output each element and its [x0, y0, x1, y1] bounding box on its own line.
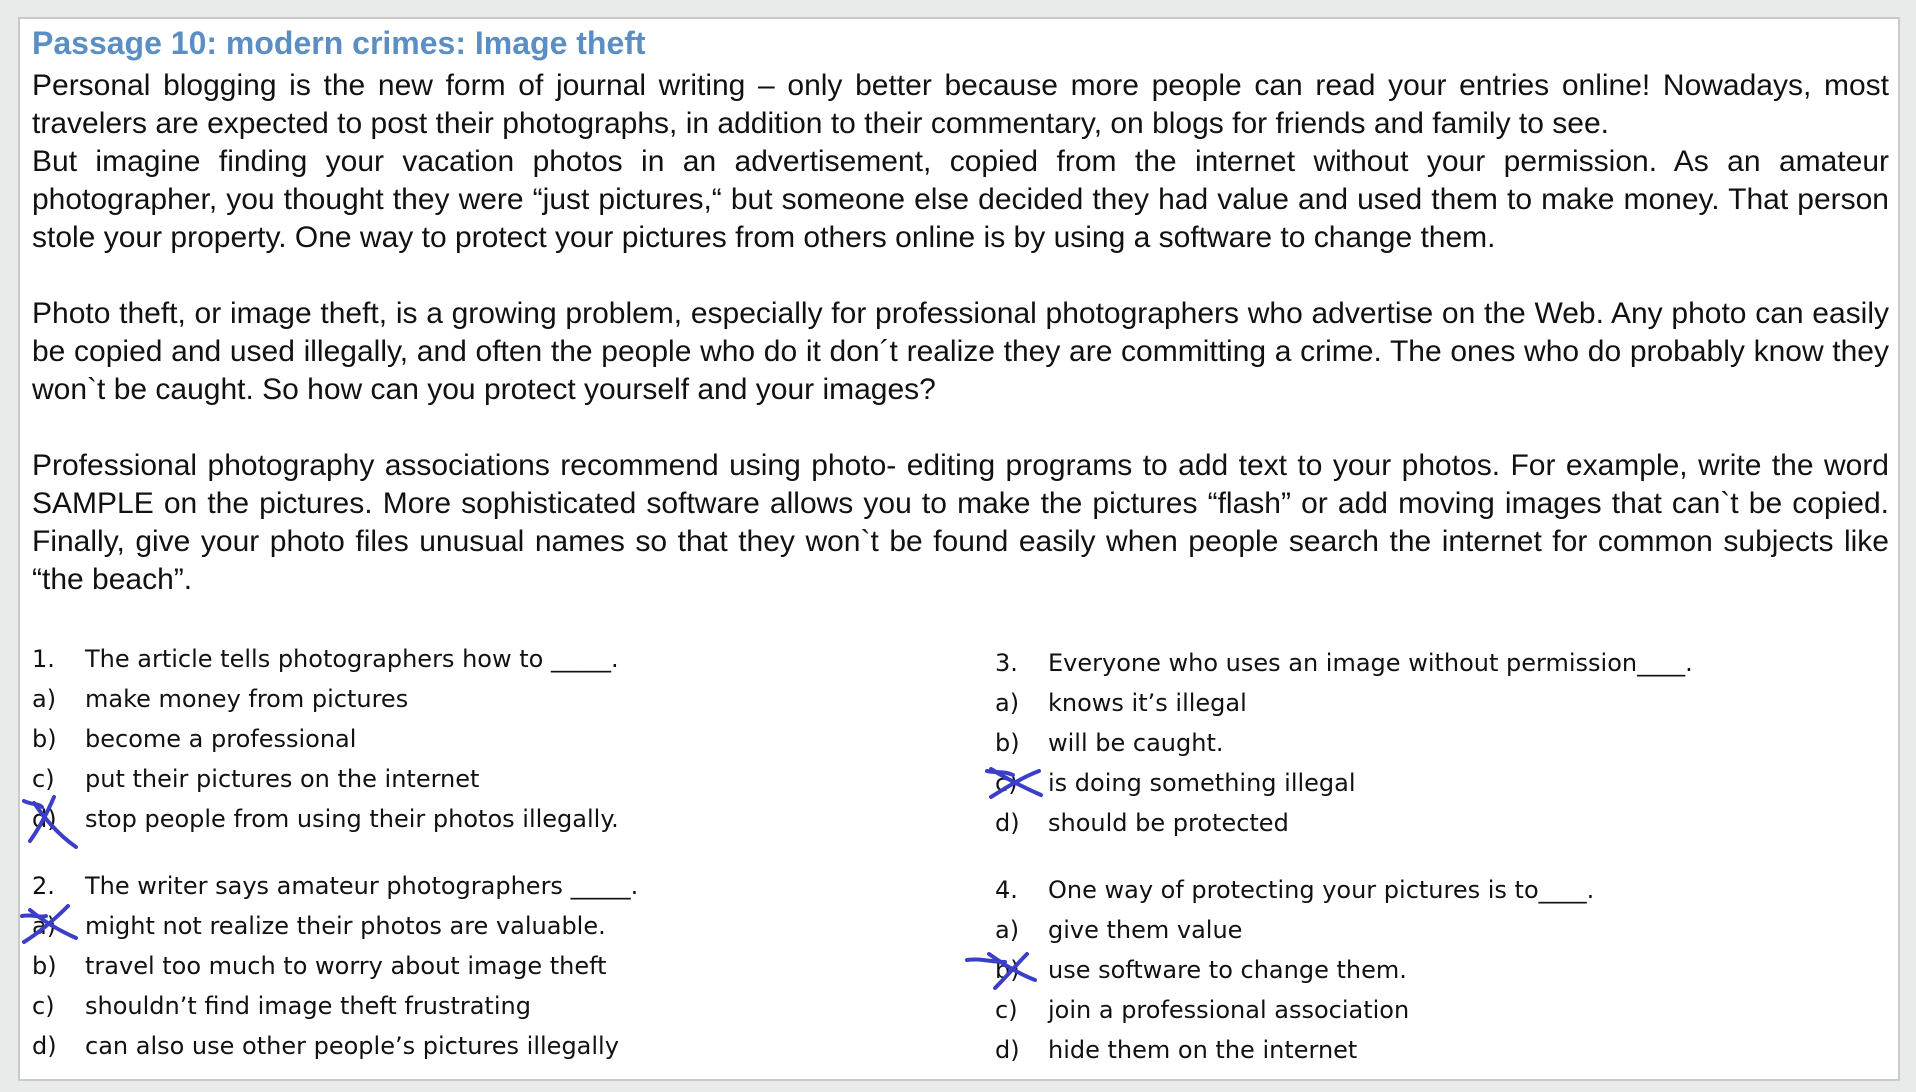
- option-text: knows it’s illegal: [1048, 689, 1247, 717]
- passage-title: Passage 10: modern crimes: Image theft: [32, 25, 646, 61]
- answer-option[interactable]: [995, 723, 1895, 763]
- option-text: give them value: [1048, 916, 1243, 944]
- option-letter: d): [32, 1032, 57, 1060]
- option-letter: c): [32, 765, 55, 793]
- question-line: [32, 639, 932, 679]
- questions-area: [32, 639, 1892, 1079]
- option-letter: d): [32, 805, 57, 833]
- option-letter: c): [32, 992, 55, 1020]
- option-letter: a): [995, 689, 1020, 717]
- question-2: [32, 866, 932, 1066]
- question-4: [995, 870, 1895, 1070]
- option-letter: a): [32, 912, 57, 940]
- option-text: put their pictures on the internet: [85, 765, 480, 793]
- answer-option[interactable]: [32, 1026, 932, 1066]
- option-text: join a professional association: [1048, 996, 1410, 1024]
- answer-option[interactable]: [32, 759, 932, 799]
- option-letter: a): [995, 916, 1020, 944]
- answer-option[interactable]: [32, 719, 932, 759]
- question-1: [32, 639, 932, 839]
- passage-paragraph: Professional photography associations recommend using photo- editing programs to add text to your photos. For example, write the word SAMPLE on the pictures. More sophisticated software allows you to make the pictures “flash” or add moving images that can`t be copied. Finally, give your photo files unusual names so that they won`t be found easily when people search the internet for common subjects like “the beach”.: [32, 449, 1889, 596]
- worksheet-page: [18, 17, 1900, 1081]
- question-number: 1.: [32, 645, 55, 673]
- option-text: will be caught.: [1048, 729, 1224, 757]
- option-letter: b): [995, 729, 1020, 757]
- question-number: 3.: [995, 649, 1018, 677]
- answer-option[interactable]: [32, 986, 932, 1026]
- option-letter: d): [995, 809, 1020, 837]
- answer-option-selected[interactable]: [995, 950, 1895, 990]
- option-letter: c): [995, 996, 1018, 1024]
- questions-column-right: [995, 643, 1895, 1070]
- passage-paragraph: Photo theft, or image theft, is a growing problem, especially for professional photographers who advertise on the Web. Any photo can easily be copied and used illegally, and often the people who do it don´t realize they are committing a crime. The ones who do probably know they won`t be caught. So how can you protect yourself and your images?: [32, 297, 1889, 406]
- option-letter: a): [32, 685, 57, 713]
- question-text: The writer says amateur photographers _____.: [85, 872, 639, 900]
- answer-option-selected[interactable]: [32, 799, 932, 839]
- questions-column-left: [32, 639, 932, 1066]
- answer-option[interactable]: [995, 683, 1895, 723]
- question-text: Everyone who uses an image without permission____.: [1048, 649, 1693, 677]
- option-text: become a professional: [85, 725, 357, 753]
- question-3: [995, 643, 1895, 843]
- option-text: shouldn’t find image theft frustrating: [85, 992, 531, 1020]
- option-text: should be protected: [1048, 809, 1289, 837]
- option-letter: b): [32, 725, 57, 753]
- answer-option[interactable]: [32, 679, 932, 719]
- question-number: 4.: [995, 876, 1018, 904]
- question-line: [32, 866, 932, 906]
- option-text: make money from pictures: [85, 685, 409, 713]
- question-text: One way of protecting your pictures is to____.: [1048, 876, 1595, 904]
- option-text: travel too much to worry about image theft: [85, 952, 607, 980]
- option-letter: b): [995, 956, 1020, 984]
- passage-paragraph: Personal blogging is the new form of journal writing – only better because more people can read your entries online! Nowadays, most travelers are expected to post their photographs, in addition to their commentary, on blogs for friends and family to see.: [32, 69, 1889, 140]
- question-number: 2.: [32, 872, 55, 900]
- option-text: use software to change them.: [1048, 956, 1407, 984]
- passage-paragraph: But imagine finding your vacation photos in an advertisement, copied from the internet without your permission. As an amateur photographer, you thought they were “just pictures,“ but someone else decided they had value and used them to make money. That person stole your property. One way to protect your pictures from others online is by using a software to change them.: [32, 145, 1889, 254]
- passage-body: [32, 67, 1889, 599]
- answer-option-selected[interactable]: [32, 906, 932, 946]
- answer-option[interactable]: [995, 1030, 1895, 1070]
- option-text: hide them on the internet: [1048, 1036, 1358, 1064]
- option-text: is doing something illegal: [1048, 769, 1356, 797]
- answer-option[interactable]: [995, 910, 1895, 950]
- option-text: can also use other people’s pictures illegally: [85, 1032, 619, 1060]
- question-line: [995, 643, 1895, 683]
- answer-option-selected[interactable]: [995, 763, 1895, 803]
- answer-option[interactable]: [995, 990, 1895, 1030]
- option-text: might not realize their photos are valuable.: [85, 912, 606, 940]
- option-text: stop people from using their photos illegally.: [85, 805, 619, 833]
- question-text: The article tells photographers how to _____.: [85, 645, 619, 673]
- option-letter: d): [995, 1036, 1020, 1064]
- answer-option[interactable]: [995, 803, 1895, 843]
- option-letter: b): [32, 952, 57, 980]
- answer-option[interactable]: [32, 946, 932, 986]
- question-line: [995, 870, 1895, 910]
- option-letter: c): [995, 769, 1018, 797]
